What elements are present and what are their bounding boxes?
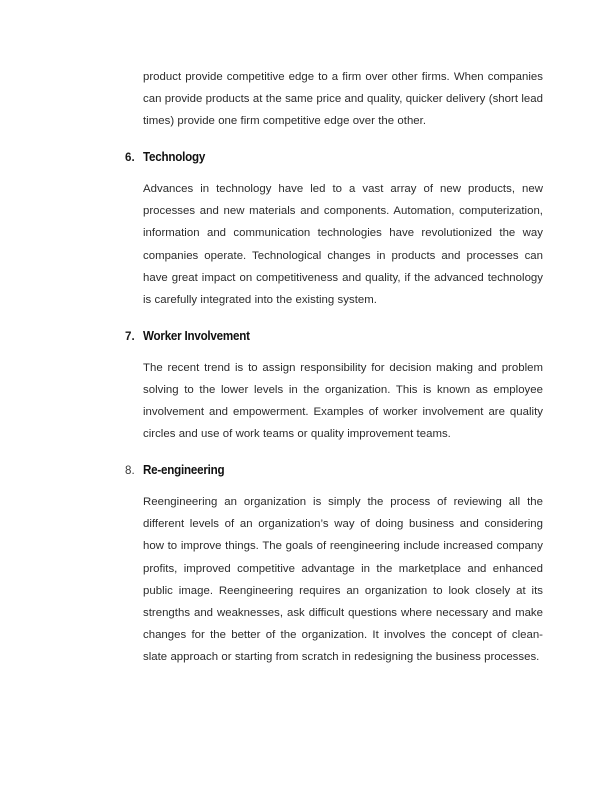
heading-technology (125, 149, 525, 166)
continuation-paragraph: product provide competitive edge to a firm over other firms. When companies can provide products at the same price and quality, quicker delivery (short lead times) provide one firm competitive edge over the other. (143, 71, 543, 128)
heading-technology-label: Technology (143, 149, 206, 165)
spacer (125, 311, 544, 328)
re-engineering-paragraph: Reengineering an organization is simply the process of reviewing all the different levels of an organization’s way of doing business and considering how to improve things. The goals of reengineering include increased company profits, improved competitive advantage in the marketplace and enhanced public image. Reengineering requires an organization to look closely at its strengths and weaknesses, ask difficult questions where necessary and make changes for the better of the organization. It involves the concept of clean-slate approach or starting from scratch in redesigning the business processes. (143, 496, 543, 663)
spacer (125, 166, 544, 178)
heading-worker-involvement (125, 328, 525, 345)
heading-re-engineering-number: 8. (125, 464, 135, 478)
spacer (125, 479, 544, 491)
spacer (125, 445, 544, 462)
heading-re-engineering-label: Re-engineering (143, 462, 225, 478)
technology-paragraph: Advances in technology have led to a vast array of new products, new processes and new materials and components. Automation, computerization, information and communication technologies have revolutionized the way companies operate. Technological changes in products and processes can have great impact on competitiveness and quality, if the advanced technology is carefully integrated into the existing system. (143, 183, 543, 306)
worker-involvement-paragraph: The recent trend is to assign responsibility for decision making and problem solving to the lower levels in the organization. This is known as employee involvement and empowerment. Examples of worker involvement are quality circles and use of work teams or quality improvement teams. (143, 361, 543, 441)
heading-re-engineering (125, 462, 525, 479)
heading-worker-involvement-label: Worker Involvement (143, 327, 250, 343)
document-content (125, 66, 544, 668)
spacer (125, 345, 544, 357)
spacer (125, 132, 544, 149)
heading-technology-number: 6. (125, 151, 135, 165)
heading-worker-involvement-number: 7. (125, 329, 135, 343)
